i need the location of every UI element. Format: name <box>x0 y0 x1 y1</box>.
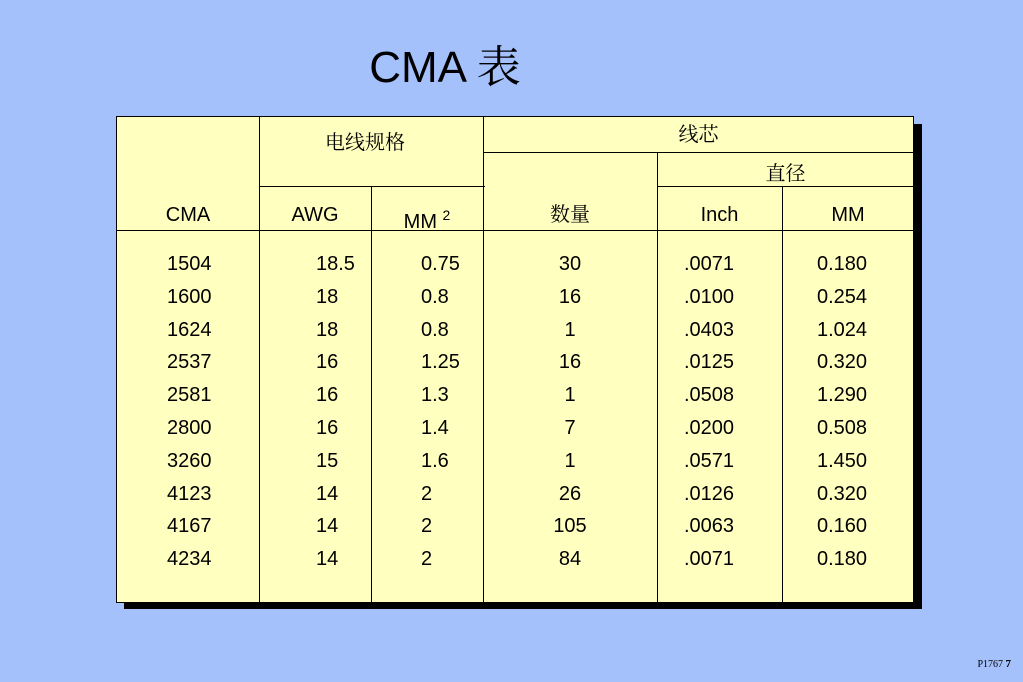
table-cell-mm2: 2 <box>421 548 433 571</box>
table-cell-mm: 0.254 <box>817 285 868 308</box>
col-header-mm: MM <box>831 204 865 226</box>
group-header-conductor: 线芯 <box>678 124 719 146</box>
table-cell-awg: 16 <box>316 351 339 374</box>
table-cell-awg: 18.5 <box>316 253 355 275</box>
table-cell-cma: 3260 <box>167 449 212 472</box>
header-bottom-line <box>117 230 914 231</box>
group-header-diameter: 直径 <box>765 163 806 185</box>
col-header-count: 数量 <box>550 204 590 226</box>
table-cell-mm2: 2 <box>421 482 433 505</box>
table-cell-count: 1 <box>564 384 576 407</box>
table-cell-awg: 14 <box>316 548 339 571</box>
table-cell-cma: 1504 <box>167 253 212 275</box>
table-cell-awg: 15 <box>316 449 339 472</box>
table-cell-inch: .0071 <box>684 548 735 571</box>
col-header-mm2-label: MM <box>403 211 437 233</box>
slide-code: P1767 <box>977 659 1003 670</box>
col-header-mm2-exponent: 2 <box>442 207 451 223</box>
table-cell-cma: 1600 <box>167 285 212 308</box>
table-cell-mm2: 1.4 <box>421 417 449 439</box>
table-cell-inch: .0200 <box>684 417 735 439</box>
table-cell-inch: .0571 <box>684 449 735 472</box>
col-divider-1 <box>259 117 260 603</box>
page-title: CMA 表 <box>369 43 521 92</box>
table-cell-inch: .0063 <box>684 515 735 538</box>
table-cell-awg: 18 <box>316 285 339 308</box>
table-cell-cma: 4123 <box>167 482 212 505</box>
col-header-mm2 <box>371 203 483 234</box>
table-cell-count: 30 <box>558 253 582 275</box>
col-divider-2 <box>371 187 372 603</box>
table-cell-count: 7 <box>564 417 576 439</box>
table-cell-awg: 16 <box>316 417 339 439</box>
table-cell-inch: .0508 <box>684 384 735 407</box>
table-cell-mm2: 1.6 <box>421 449 449 472</box>
table-cell-mm: 1.290 <box>817 384 868 407</box>
table-cell-mm: 0.180 <box>817 548 868 571</box>
table-cell-count: 105 <box>553 515 587 538</box>
table-cell-inch: .0071 <box>684 253 735 275</box>
table-cell-inch: .0126 <box>684 482 735 505</box>
table-cell-mm2: 0.75 <box>421 253 460 275</box>
table-cell-mm: 0.320 <box>817 482 868 505</box>
table-cell-awg: 18 <box>316 318 339 341</box>
group-header-wire-spec: 电线规格 <box>325 132 405 154</box>
table-cell-mm: 0.160 <box>817 515 868 538</box>
table-cell-count: 1 <box>564 318 576 341</box>
table-cell-mm: 0.320 <box>817 351 868 374</box>
col-header-inch: Inch <box>700 204 739 226</box>
table-cell-cma: 4167 <box>167 515 212 538</box>
table-cell-mm2: 2 <box>421 515 433 538</box>
table-cell-count: 16 <box>558 351 582 374</box>
col-header-cma: CMA <box>165 204 211 226</box>
table-cell-cma: 2537 <box>167 351 212 374</box>
cma-table <box>116 116 914 603</box>
table-cell-inch: .0100 <box>684 285 735 308</box>
table-cell-count: 84 <box>558 548 582 571</box>
table-cell-mm2: 1.25 <box>421 351 460 374</box>
col-divider-5 <box>782 187 783 603</box>
table-cell-awg: 14 <box>316 515 339 538</box>
table-cell-cma: 2800 <box>167 417 212 439</box>
col-header-awg: AWG <box>291 204 339 226</box>
row-divider-spec <box>259 186 485 187</box>
table-cell-count: 1 <box>564 449 576 472</box>
row-divider-diameter <box>657 186 914 187</box>
table-cell-awg: 14 <box>316 482 339 505</box>
table-cell-cma: 2581 <box>167 384 212 407</box>
table-cell-inch: .0125 <box>684 351 735 374</box>
table-cell-mm: 0.180 <box>817 253 868 275</box>
table-cell-awg: 16 <box>316 384 339 407</box>
table-cell-inch: .0403 <box>684 318 735 341</box>
slide-footer <box>977 658 1011 670</box>
table-cell-mm2: 0.8 <box>421 318 449 341</box>
table-cell-mm2: 1.3 <box>421 384 449 407</box>
table-cell-count: 16 <box>558 285 582 308</box>
table-cell-mm: 1.450 <box>817 449 868 472</box>
table-cell-cma: 4234 <box>167 548 212 571</box>
table-cell-mm2: 0.8 <box>421 285 449 308</box>
slide-number: 7 <box>1005 658 1011 670</box>
table-cell-mm: 0.508 <box>817 417 868 439</box>
row-divider-conductor <box>483 152 914 153</box>
table-cell-mm: 1.024 <box>817 318 868 341</box>
table-cell-cma: 1624 <box>167 318 212 341</box>
table-cell-count: 26 <box>558 482 582 505</box>
